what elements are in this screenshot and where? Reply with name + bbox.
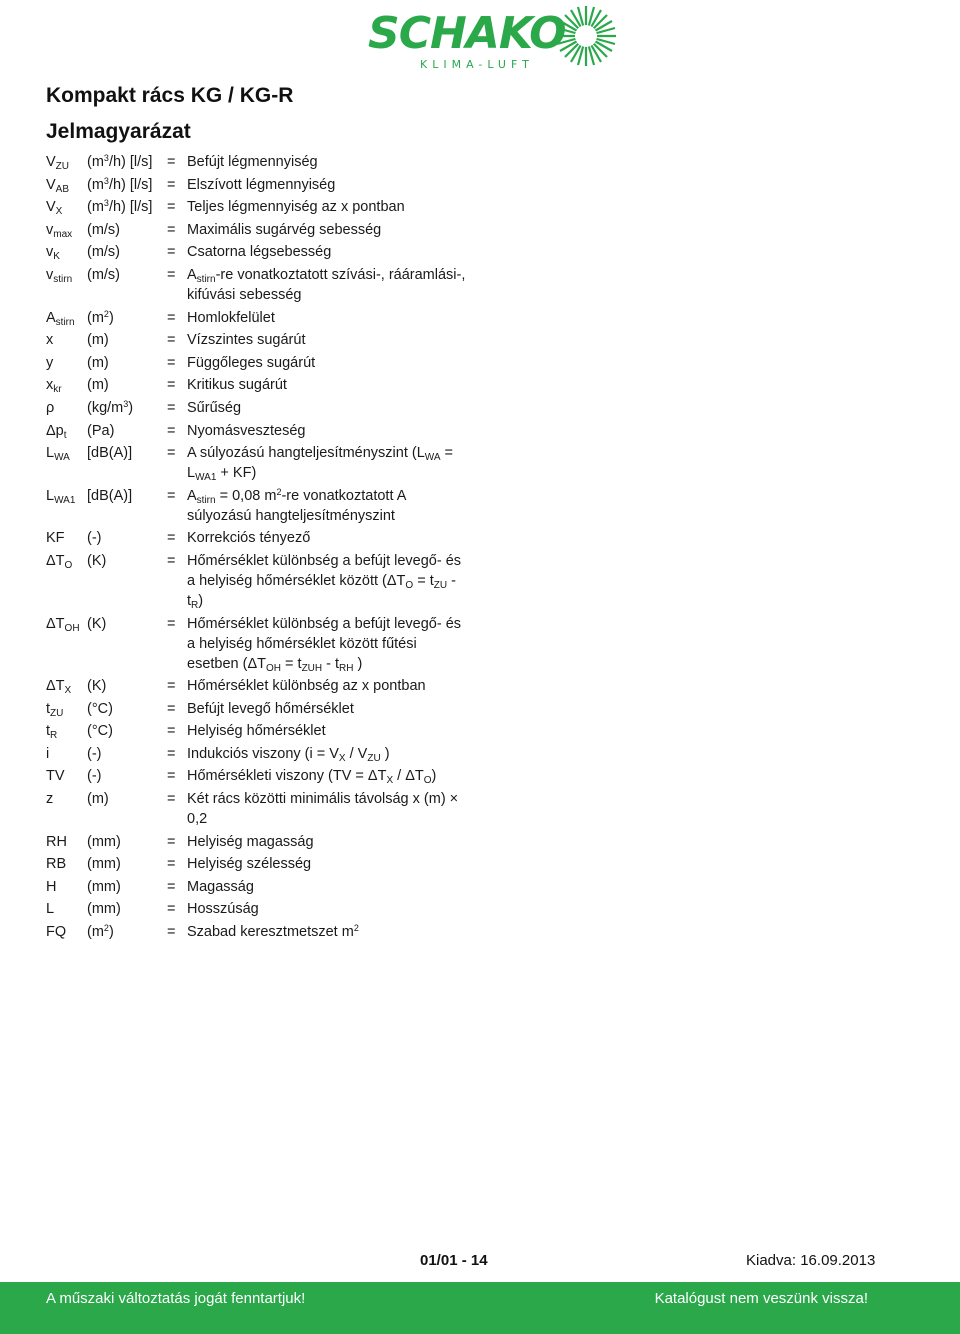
issue-date: [746, 1252, 875, 1269]
page-number: 01/01 - 14: [420, 1252, 488, 1269]
list-item: y (m) = Függőleges sugárút: [46, 354, 316, 371]
footer-notice: A műszaki változtatás jogát fenntartjuk!: [46, 1290, 306, 1307]
list-item: $v_K$ (m/s) = Csatorna légsebesség: [46, 244, 332, 263]
list-item: $\Delta T_{OH}$ (K) = Hőmérséklet különbség a befújt levegő- és a helyiség hőmérséklet között fűtési esetben ($\Delta T_{OH} = t_{ZUH} - t_{RH}$ ): [46, 615, 462, 674]
schako-logo: [368, 4, 618, 72]
list-item: ρ $(kg/m^3)$ = Sűrűség: [46, 398, 242, 416]
list-item: $x_{kr}$ (m) = Kritikus sugárút: [46, 377, 287, 396]
list-item: $L_{WA}$ [dB(A)] = A súlyozású hangteljesítményszint $(L_{WA} = L_{WA1} + KF)$: [46, 445, 454, 484]
list-item: i (-) = Indukciós viszony ($i = V_X / V_{ZU}$ ): [46, 745, 390, 764]
footer-return-note: Katalógust nem veszünk vissza!: [654, 1290, 868, 1307]
list-item: x (m) = Vízszintes sugárút: [46, 332, 306, 349]
list-item: $v_{stirn}$ (m/s) = $A_{stirn}-re$ vonatkoztatott szívási-, rááramlási-, kifúvási sebesség: [46, 266, 466, 303]
list-item: $v_{max}$ (m/s) = Maximális sugárvég sebesség: [46, 221, 382, 240]
list-item: L (mm) = Hosszúság: [46, 901, 259, 918]
page-title: Kompakt rács KG / KG-R: [46, 84, 294, 107]
list-item: $L_{WA1}$ [dB(A)] = $A_{stirn} = 0,08$ $m^2-re$ vonatkoztatott A súlyozású hangteljesítményszint: [46, 486, 406, 524]
list-item: RB (mm) = Helyiség szélesség: [46, 856, 312, 873]
logo-tagline: KLIMA-LUFT: [420, 58, 534, 71]
footer-bar: [0, 1282, 960, 1334]
list-item: $V_{ZU}$ $(m^3/h)$ [l/s] = Befújt légmennyiség: [46, 153, 318, 172]
list-item: $V_X$ $(m^3/h)$ [l/s] = Teljes légmennyiség az x pontban: [46, 198, 405, 218]
list-item: $A_{stirn}$ $(m^2)$ = Homlokfelület: [46, 308, 275, 328]
list-item: $t_R$ (°C) = Helyiség hőmérséklet: [46, 723, 326, 742]
list-item: RH (mm) = Helyiség magasság: [46, 833, 314, 850]
list-item: TV (-) = Hőmérsékleti viszony $(TV = \Delta T_X / \Delta T_O)$: [46, 768, 437, 787]
logo-wordmark: SCHAKO: [368, 8, 566, 59]
logo-sunburst-icon: [554, 4, 618, 68]
list-item: $V_{AB}$ $(m^3/h)$ [l/s] = Elszívott légmennyiség: [46, 175, 336, 195]
list-item: $\Delta T_O$ (K) = Hőmérséklet különbség a befújt levegő- és a helyiség hőmérséklet között $(\Delta T_O = t_{ZU} - t_R)$: [46, 552, 462, 611]
issued-date: 16.09.2013: [800, 1252, 876, 1269]
legend-list: [46, 152, 466, 945]
issued-label: Kiadva:: [746, 1252, 797, 1269]
list-item: KF (-) = Korrekciós tényező: [46, 530, 311, 547]
list-item: $t_{ZU}$ (°C) = Befújt levegő hőmérséklet: [46, 700, 354, 719]
list-item: H (mm) = Magasság: [46, 878, 254, 895]
section-heading: Jelmagyarázat: [46, 120, 191, 143]
list-item: z (m) = Két rács közötti minimális távolság x (m) × 0,2: [46, 791, 459, 828]
list-item: $\Delta p_t$ (Pa) = Nyomásveszteség: [46, 422, 306, 441]
list-item: FQ $(m^2)$ = Szabad keresztmetszet $m^2$: [46, 923, 359, 941]
list-item: $\Delta T_X$ (K) = Hőmérséklet különbség az x pontban: [46, 678, 426, 697]
